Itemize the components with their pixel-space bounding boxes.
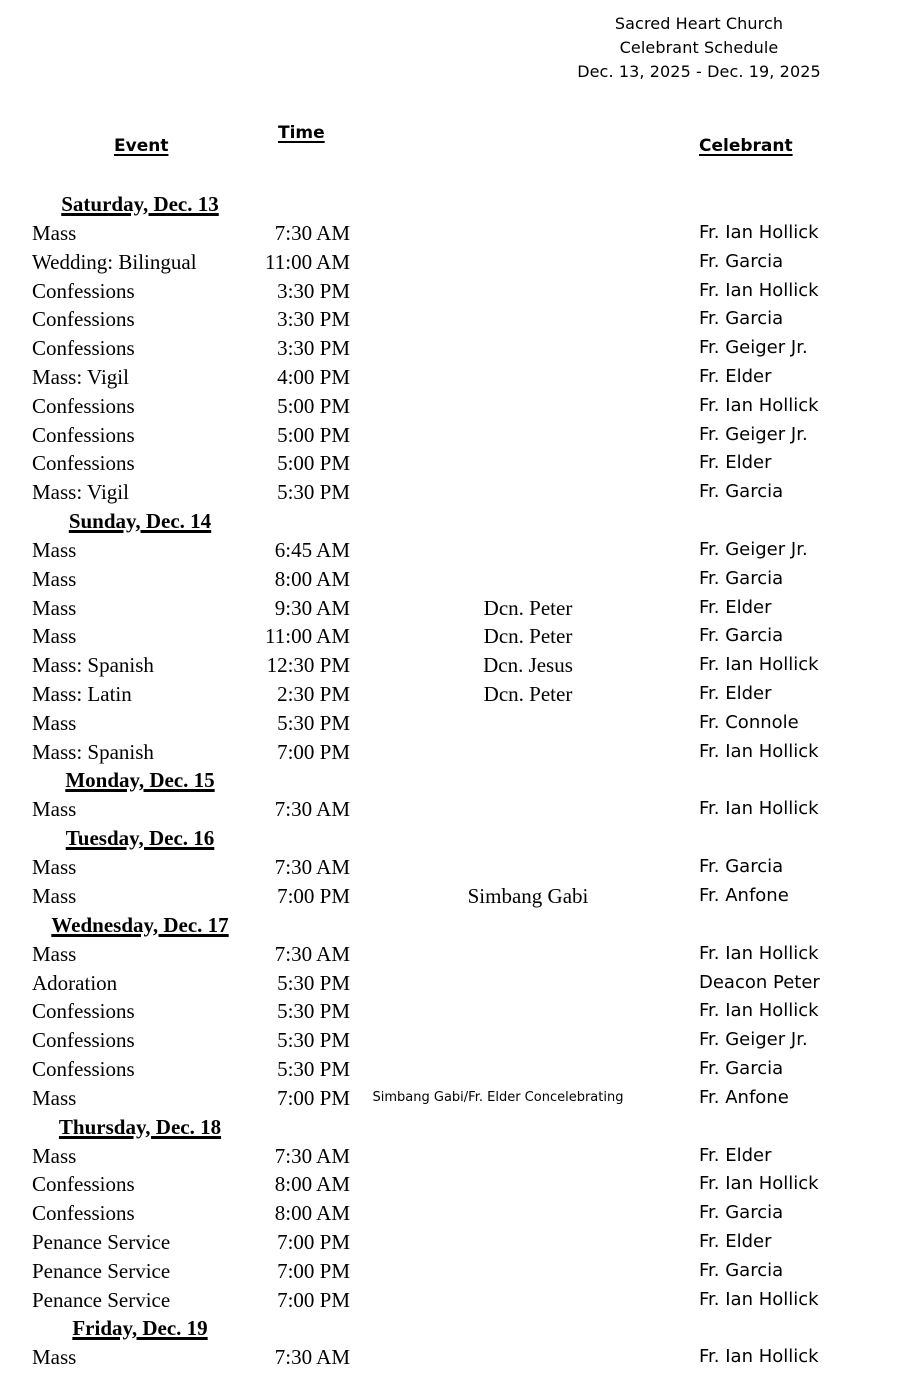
event-time: 12:30 PM bbox=[266, 653, 350, 678]
event-name: Wedding: Bilingual bbox=[32, 249, 197, 274]
day-heading bbox=[0, 190, 280, 219]
event-name: Confessions bbox=[32, 307, 135, 332]
day-heading-label: Friday, Dec. 19 bbox=[72, 1316, 208, 1341]
event-time: 5:00 PM bbox=[277, 393, 350, 418]
day-heading-label: Tuesday, Dec. 16 bbox=[65, 826, 215, 851]
schedule-row bbox=[0, 997, 899, 1026]
event-time: 5:30 PM bbox=[277, 710, 350, 735]
day-heading bbox=[0, 824, 280, 853]
schedule-row bbox=[0, 795, 899, 824]
event-name: Confessions bbox=[32, 451, 135, 476]
event-assistant: Dcn. Peter bbox=[483, 595, 573, 620]
celebrant-name: Fr. Ian Hollick bbox=[699, 942, 819, 964]
event-name: Mass bbox=[32, 624, 77, 649]
event-time: 2:30 PM bbox=[277, 681, 350, 706]
event-time: 7:00 PM bbox=[277, 1287, 350, 1312]
celebrant-name: Fr. Elder bbox=[699, 365, 772, 387]
schedule-row bbox=[0, 940, 899, 969]
schedule-row bbox=[0, 1228, 899, 1257]
celebrant-name: Fr. Garcia bbox=[699, 250, 784, 272]
event-time: 11:00 AM bbox=[265, 624, 350, 649]
day-group bbox=[0, 911, 899, 1113]
event-name: Confessions bbox=[32, 336, 135, 361]
event-time: 7:00 PM bbox=[277, 1085, 350, 1110]
event-time: 5:30 PM bbox=[277, 999, 350, 1024]
event-assistant: Dcn. Jesus bbox=[483, 653, 573, 678]
event-time: 5:30 PM bbox=[277, 1028, 350, 1053]
event-name: Mass: Spanish bbox=[32, 739, 154, 764]
event-time: 7:30 AM bbox=[274, 1345, 350, 1370]
event-time: 8:00 AM bbox=[274, 1172, 350, 1197]
day-group bbox=[0, 766, 899, 824]
schedule-row bbox=[0, 1170, 899, 1199]
event-name: Confessions bbox=[32, 999, 135, 1024]
event-time: 8:00 AM bbox=[274, 566, 350, 591]
schedule-row bbox=[0, 449, 899, 478]
celebrant-name: Fr. Elder bbox=[699, 682, 772, 704]
celebrant-name: Fr. Connole bbox=[699, 711, 799, 733]
schedule-row bbox=[0, 334, 899, 363]
celebrant-name: Fr. Ian Hollick bbox=[699, 1288, 819, 1310]
celebrant-name: Fr. Ian Hollick bbox=[699, 279, 819, 301]
day-heading bbox=[0, 1113, 280, 1142]
event-name: Mass bbox=[32, 566, 77, 591]
event-time: 7:30 AM bbox=[274, 855, 350, 880]
day-heading-label: Sunday, Dec. 14 bbox=[68, 508, 212, 533]
event-time: 3:30 PM bbox=[277, 307, 350, 332]
event-name: Mass: Latin bbox=[32, 681, 132, 706]
event-time: 9:30 AM bbox=[274, 595, 350, 620]
event-time: 7:30 AM bbox=[274, 797, 350, 822]
event-name: Confessions bbox=[32, 278, 135, 303]
schedule-row bbox=[0, 594, 899, 623]
event-time: 8:00 AM bbox=[274, 1201, 350, 1226]
event-name: Confessions bbox=[32, 1028, 135, 1053]
schedule-row bbox=[0, 1343, 899, 1372]
schedule-row bbox=[0, 219, 899, 248]
celebrant-name: Fr. Ian Hollick bbox=[699, 1173, 819, 1195]
day-heading-label: Saturday, Dec. 13 bbox=[61, 192, 219, 216]
schedule-row bbox=[0, 363, 899, 392]
celebrant-name: Fr. Geiger Jr. bbox=[699, 538, 808, 560]
schedule-row bbox=[0, 392, 899, 421]
event-name: Confessions bbox=[32, 1201, 135, 1226]
celebrant-name: Fr. Anfone bbox=[699, 1086, 789, 1108]
event-name: Mass: Vigil bbox=[32, 364, 129, 389]
document-header bbox=[519, 12, 879, 84]
celebrant-name: Fr. Garcia bbox=[699, 567, 784, 589]
event-assistant: Dcn. Peter bbox=[483, 681, 573, 706]
celebrant-name: Fr. Elder bbox=[699, 596, 772, 618]
celebrant-name: Fr. Garcia bbox=[699, 1057, 784, 1079]
day-group bbox=[0, 1314, 899, 1372]
event-name: Mass bbox=[32, 1143, 77, 1168]
celebrant-name: Fr. Ian Hollick bbox=[699, 1346, 819, 1368]
event-time: 7:00 PM bbox=[277, 1229, 350, 1254]
schedule-row bbox=[0, 1286, 899, 1315]
event-time: 3:30 PM bbox=[277, 278, 350, 303]
column-header-celebrant: Celebrant bbox=[699, 136, 793, 156]
celebrant-name: Fr. Elder bbox=[699, 1230, 772, 1252]
event-time: 5:30 PM bbox=[277, 1056, 350, 1081]
event-time: 7:00 PM bbox=[277, 883, 350, 908]
event-time: 5:00 PM bbox=[277, 422, 350, 447]
event-name: Confessions bbox=[32, 393, 135, 418]
event-name: Mass: Spanish bbox=[32, 653, 154, 678]
celebrant-name: Fr. Garcia bbox=[699, 1259, 784, 1281]
celebrant-name: Fr. Ian Hollick bbox=[699, 222, 819, 243]
day-group bbox=[0, 1113, 899, 1315]
day-heading bbox=[0, 911, 280, 940]
celebrant-name: Fr. Geiger Jr. bbox=[699, 423, 808, 445]
event-name: Mass bbox=[32, 1345, 77, 1370]
celebrant-name: Fr. Geiger Jr. bbox=[699, 337, 808, 359]
day-heading bbox=[0, 1314, 280, 1343]
schedule-row bbox=[0, 1084, 899, 1113]
column-header-event: Event bbox=[114, 136, 169, 156]
event-name: Mass bbox=[32, 221, 77, 245]
celebrant-name: Fr. Garcia bbox=[699, 1202, 784, 1224]
event-time: 7:30 AM bbox=[274, 941, 350, 966]
schedule-row bbox=[0, 969, 899, 998]
event-time: 7:00 PM bbox=[277, 1258, 350, 1283]
event-assistant: Simbang Gabi bbox=[467, 883, 589, 908]
celebrant-name: Fr. Ian Hollick bbox=[699, 740, 819, 762]
schedule-row bbox=[0, 738, 899, 767]
celebrant-name: Fr. Ian Hollick bbox=[699, 394, 819, 416]
schedule-row bbox=[0, 1055, 899, 1084]
day-heading bbox=[0, 507, 280, 536]
event-name: Adoration bbox=[32, 970, 118, 995]
day-group bbox=[0, 507, 899, 766]
event-name: Mass bbox=[32, 595, 77, 620]
event-note-small: Simbang Gabi/Fr. Elder Concelebrating bbox=[372, 1089, 624, 1105]
day-group bbox=[0, 190, 899, 507]
event-name: Confessions bbox=[32, 1172, 135, 1197]
celebrant-name: Fr. Ian Hollick bbox=[699, 654, 819, 676]
schedule-row bbox=[0, 305, 899, 334]
event-assistant: Dcn. Peter bbox=[483, 624, 573, 649]
event-time: 5:00 PM bbox=[277, 451, 350, 476]
event-time: 7:30 AM bbox=[274, 221, 350, 245]
celebrant-name: Deacon Peter bbox=[699, 971, 820, 993]
day-heading bbox=[0, 766, 280, 795]
event-name: Mass bbox=[32, 883, 77, 908]
schedule-row bbox=[0, 1257, 899, 1286]
event-time: 6:45 AM bbox=[274, 537, 350, 562]
schedule-row bbox=[0, 248, 899, 277]
celebrant-name: Fr. Ian Hollick bbox=[699, 798, 819, 820]
schedule-row bbox=[0, 680, 899, 709]
celebrant-name: Fr. Ian Hollick bbox=[699, 1000, 819, 1022]
event-time: 5:30 PM bbox=[277, 970, 350, 995]
schedule-row bbox=[0, 421, 899, 450]
schedule-row bbox=[0, 622, 899, 651]
event-name: Penance Service bbox=[32, 1287, 171, 1312]
day-heading-label: Monday, Dec. 15 bbox=[65, 768, 215, 793]
celebrant-name: Fr. Garcia bbox=[699, 856, 784, 878]
schedule-row bbox=[0, 478, 899, 507]
event-time: 7:00 PM bbox=[277, 739, 350, 764]
event-time: 4:00 PM bbox=[277, 364, 350, 389]
schedule-row bbox=[0, 651, 899, 680]
day-heading-label: Wednesday, Dec. 17 bbox=[51, 912, 229, 937]
celebrant-name: Fr. Garcia bbox=[699, 308, 784, 330]
schedule-row bbox=[0, 1142, 899, 1171]
celebrant-name: Fr. Anfone bbox=[699, 884, 789, 906]
celebrant-name: Fr. Garcia bbox=[699, 481, 784, 503]
day-group bbox=[0, 824, 899, 911]
celebrant-name: Fr. Elder bbox=[699, 452, 772, 474]
event-name: Penance Service bbox=[32, 1258, 171, 1283]
schedule-row bbox=[0, 1199, 899, 1228]
event-name: Mass bbox=[32, 941, 77, 966]
event-name: Penance Service bbox=[32, 1229, 171, 1254]
schedule-row bbox=[0, 882, 899, 911]
schedule-row bbox=[0, 565, 899, 594]
column-header-time: Time bbox=[278, 123, 325, 143]
event-time: 7:30 AM bbox=[274, 1143, 350, 1168]
event-name: Mass: Vigil bbox=[32, 480, 129, 505]
schedule-row bbox=[0, 536, 899, 565]
schedule-row bbox=[0, 277, 899, 306]
celebrant-name: Fr. Elder bbox=[699, 1144, 772, 1166]
document-title: Celebrant Schedule bbox=[619, 38, 779, 57]
event-time: 5:30 PM bbox=[277, 480, 350, 505]
event-name: Confessions bbox=[32, 422, 135, 447]
event-time: 11:00 AM bbox=[265, 249, 350, 274]
event-time: 3:30 PM bbox=[277, 336, 350, 361]
event-name: Confessions bbox=[32, 1056, 135, 1081]
event-name: Mass bbox=[32, 537, 77, 562]
schedule-table bbox=[0, 190, 899, 1372]
date-range: Dec. 13, 2025 - Dec. 19, 2025 bbox=[577, 62, 821, 81]
event-name: Mass bbox=[32, 710, 77, 735]
schedule-row bbox=[0, 853, 899, 882]
celebrant-name: Fr. Geiger Jr. bbox=[699, 1029, 808, 1051]
day-heading-label: Thursday, Dec. 18 bbox=[58, 1114, 222, 1139]
organization-name: Sacred Heart Church bbox=[614, 14, 784, 33]
celebrant-name: Fr. Garcia bbox=[699, 625, 784, 647]
event-name: Mass bbox=[32, 1085, 77, 1110]
schedule-row bbox=[0, 1026, 899, 1055]
schedule-row bbox=[0, 709, 899, 738]
event-name: Mass bbox=[32, 797, 77, 822]
event-name: Mass bbox=[32, 855, 77, 880]
